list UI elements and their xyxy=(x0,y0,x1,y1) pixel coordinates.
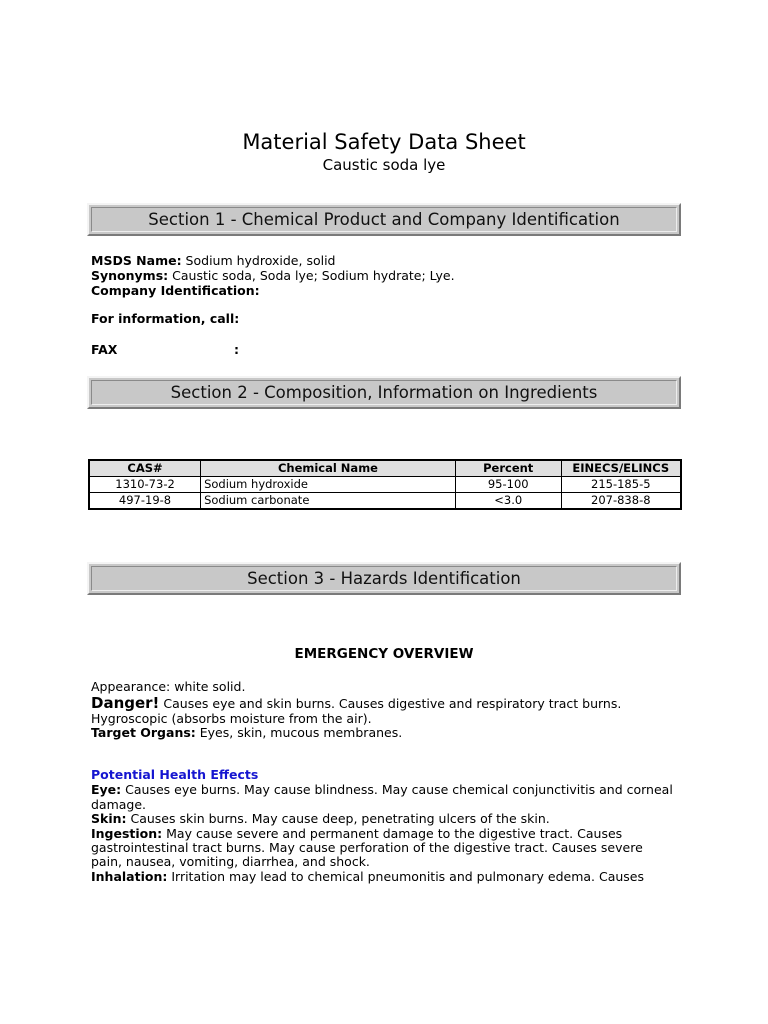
section-2-header xyxy=(87,376,681,409)
eye-line xyxy=(91,783,673,798)
hygroscopic-line: Hygroscopic (absorbs moisture from the air). xyxy=(91,711,372,726)
information-call-label: For information, call: xyxy=(91,311,240,326)
danger-text: Causes eye and skin burns. Causes digestive and respiratory tract burns. xyxy=(159,696,622,711)
cell-chemical-name: Sodium hydroxide xyxy=(201,477,456,493)
ingestion-label: Ingestion: xyxy=(91,826,163,841)
document-subtitle: Caustic soda lye xyxy=(322,156,446,174)
eye-text: Causes eye burns. May cause blindness. May cause chemical conjunctivitis and corneal xyxy=(121,782,673,797)
synonyms-value: Caustic soda, Soda lye; Sodium hydrate; Lye. xyxy=(168,268,455,283)
inhalation-line xyxy=(91,870,644,885)
document-title: Material Safety Data Sheet xyxy=(242,130,526,154)
target-organs-label: Target Organs: xyxy=(91,725,196,740)
ingestion-text: May cause severe and permanent damage to the digestive tract. Causes xyxy=(162,826,623,841)
synonyms-label: Synonyms: xyxy=(91,268,169,283)
cell-cas: 1310-73-2 xyxy=(89,477,201,493)
ingredients-table xyxy=(88,459,682,510)
fax-label: FAX xyxy=(91,342,118,357)
section-3-header xyxy=(87,562,681,595)
inhalation-label: Inhalation: xyxy=(91,869,168,884)
column-header-chemical-name: Chemical Name xyxy=(201,460,456,477)
ingestion-line-continued-2: pain, nausea, vomiting, diarrhea, and shock. xyxy=(91,854,370,869)
cell-einecs: 207-838-8 xyxy=(561,493,681,510)
cell-chemical-name: Sodium carbonate xyxy=(201,493,456,510)
synonyms-line xyxy=(91,269,455,284)
table-row xyxy=(89,493,681,510)
ingestion-line-continued: gastrointestinal tract burns. May cause perforation of the digestive tract. Causes severe xyxy=(91,840,643,855)
target-organs-line xyxy=(91,726,402,741)
potential-health-effects-heading: Potential Health Effects xyxy=(91,767,259,782)
emergency-overview-heading: EMERGENCY OVERVIEW xyxy=(294,646,474,662)
eye-line-continued: damage. xyxy=(91,797,147,812)
skin-label: Skin: xyxy=(91,811,127,826)
cell-percent: <3.0 xyxy=(455,493,561,510)
msds-name-label: MSDS Name: xyxy=(91,253,182,268)
skin-line xyxy=(91,812,550,827)
column-header-percent: Percent xyxy=(455,460,561,477)
section-1-title: Section 1 - Chemical Product and Company Identification xyxy=(148,210,620,229)
column-header-cas: CAS# xyxy=(89,460,201,477)
msds-name-value: Sodium hydroxide, solid xyxy=(181,253,336,268)
table-header-row xyxy=(89,460,681,477)
column-header-einecs: EINECS/ELINCS xyxy=(561,460,681,477)
inhalation-text: Irritation may lead to chemical pneumonitis and pulmonary edema. Causes xyxy=(167,869,645,884)
cell-einecs: 215-185-5 xyxy=(561,477,681,493)
target-organs-value: Eyes, skin, mucous membranes. xyxy=(195,725,403,740)
danger-line xyxy=(91,695,621,712)
danger-label: Danger! xyxy=(91,694,160,712)
company-identification-label: Company Identification: xyxy=(91,283,260,298)
cell-cas: 497-19-8 xyxy=(89,493,201,510)
msds-name-line xyxy=(91,254,335,269)
table-row xyxy=(89,477,681,493)
fax-colon: : xyxy=(234,342,239,357)
appearance-line: Appearance: white solid. xyxy=(91,679,246,694)
section-3-title: Section 3 - Hazards Identification xyxy=(247,569,521,588)
section-2-title: Section 2 - Composition, Information on Ingredients xyxy=(170,383,598,402)
eye-label: Eye: xyxy=(91,782,122,797)
section-1-header xyxy=(87,203,681,236)
cell-percent: 95-100 xyxy=(455,477,561,493)
skin-text: Causes skin burns. May cause deep, penetrating ulcers of the skin. xyxy=(126,811,550,826)
